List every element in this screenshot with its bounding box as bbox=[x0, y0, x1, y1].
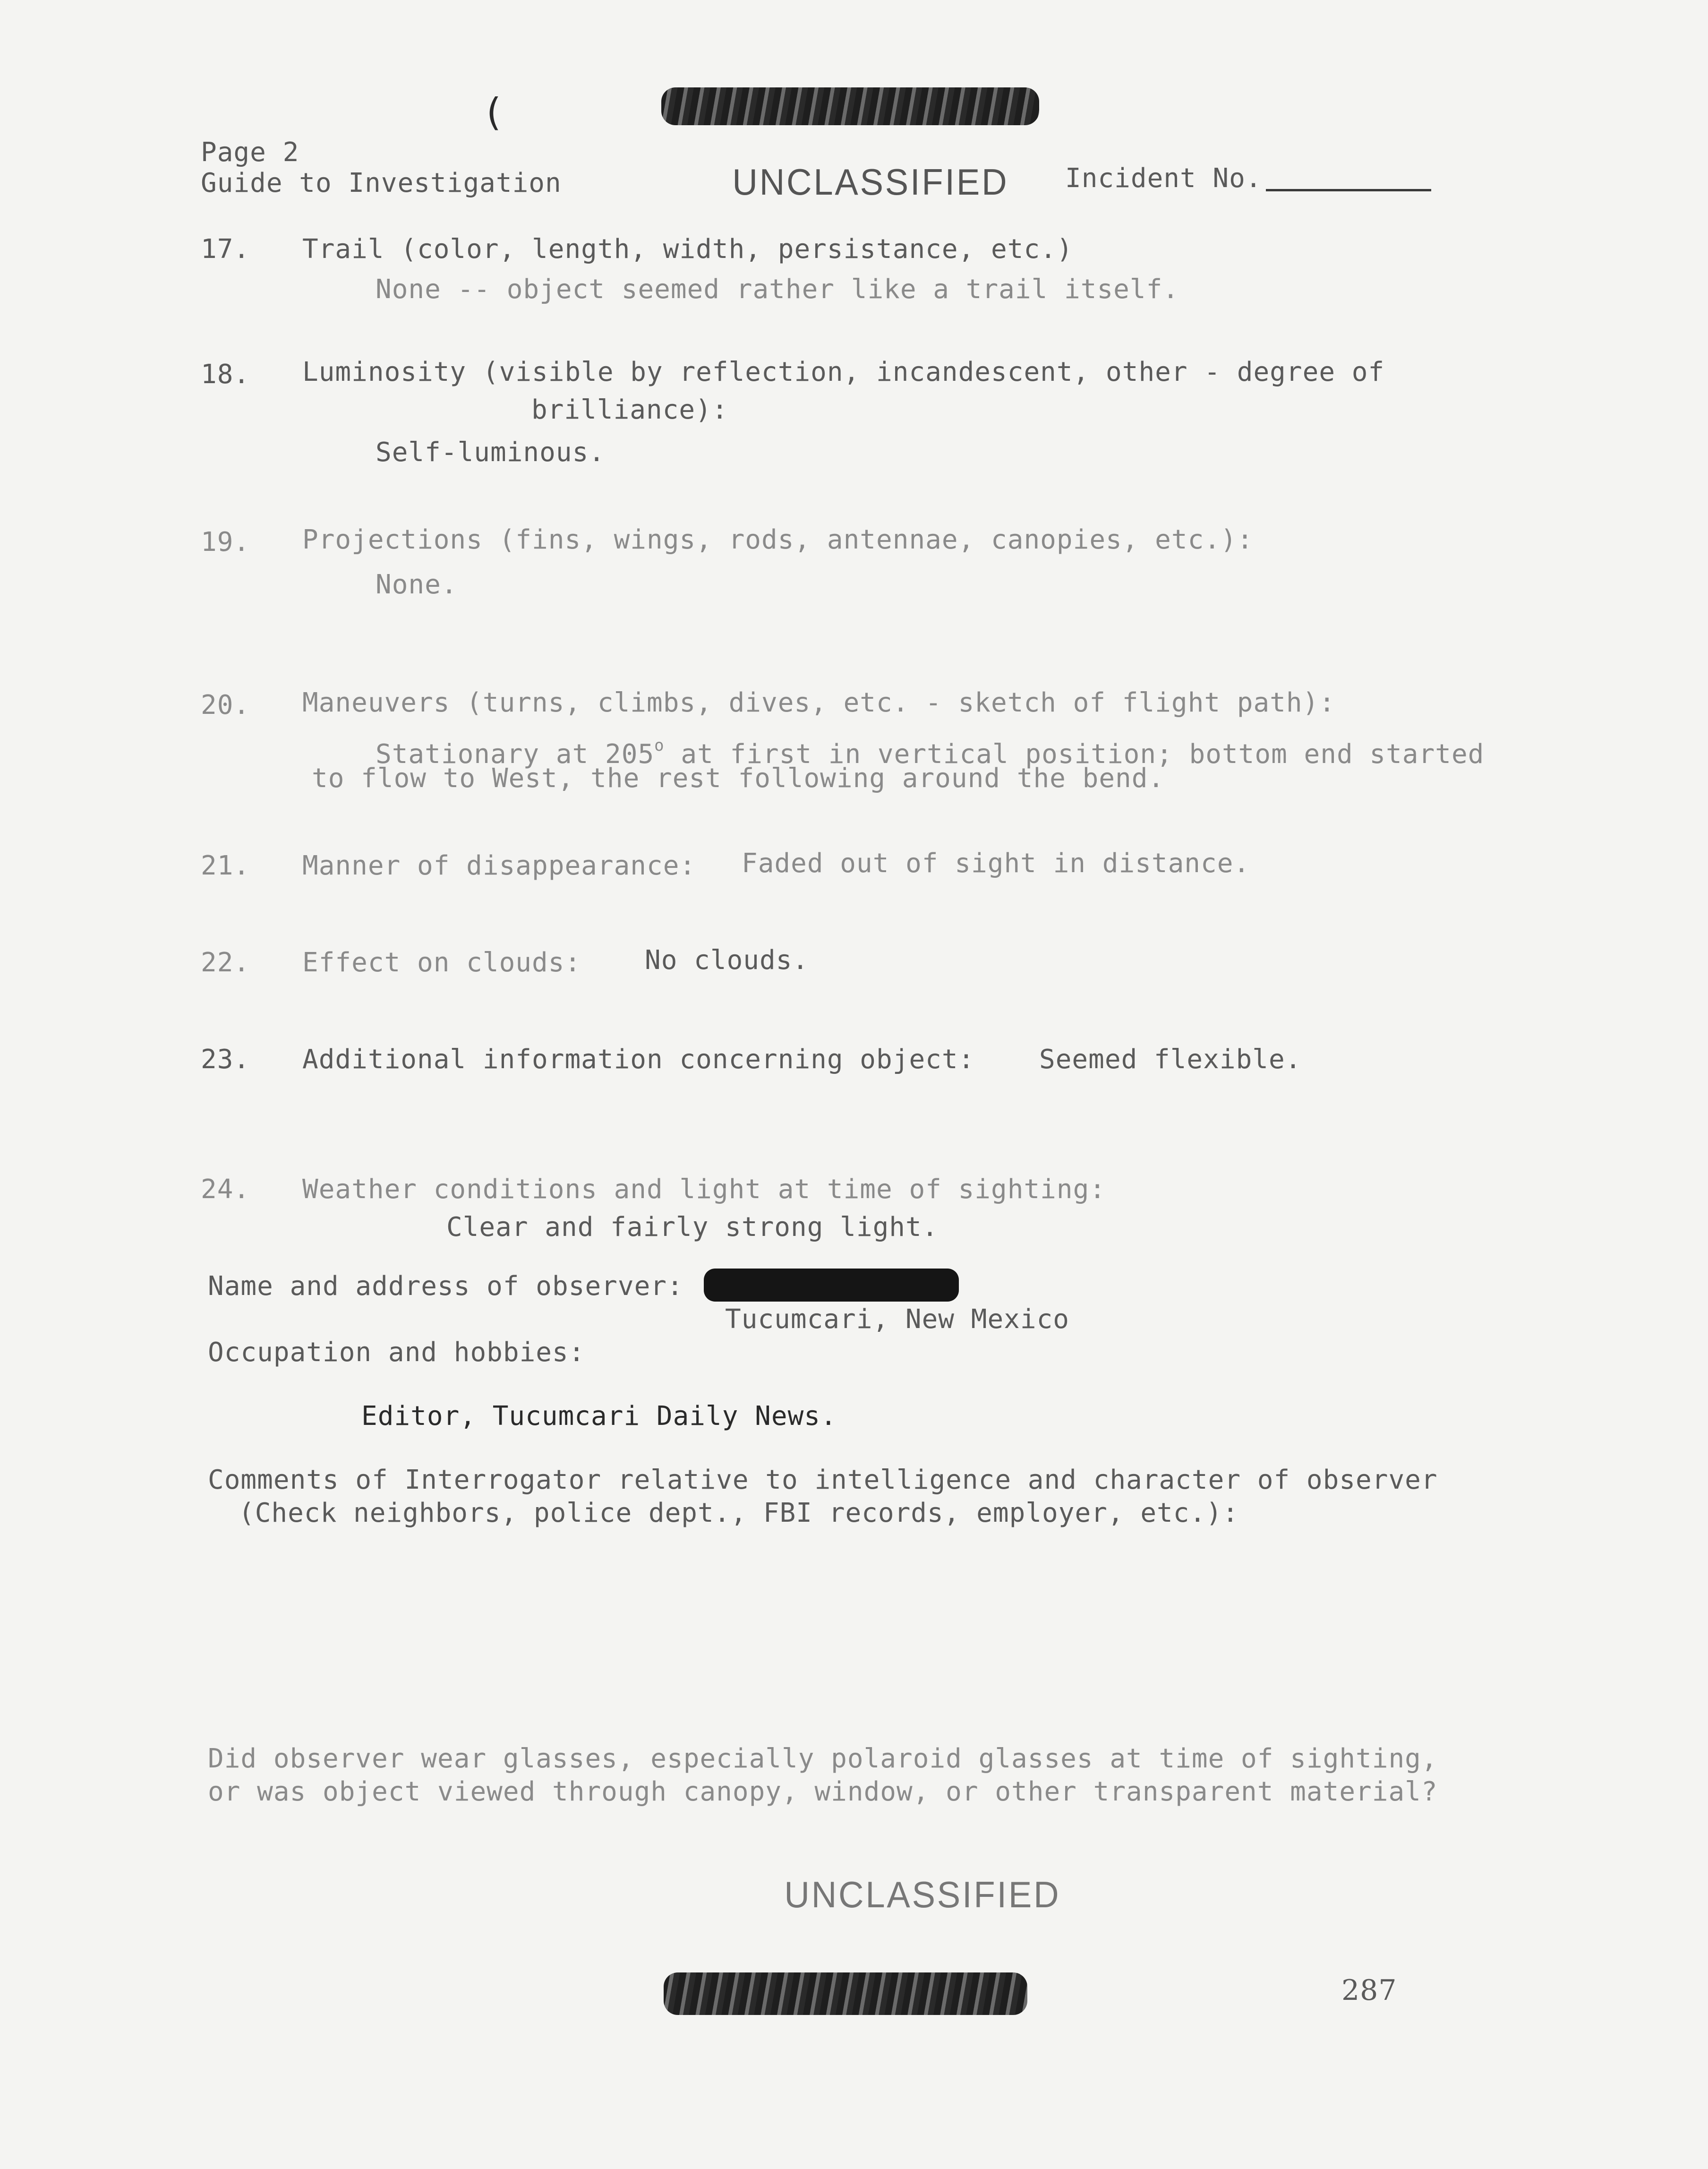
item-19-number: 19. bbox=[201, 527, 250, 557]
item-18-label: Luminosity (visible by reflection, incandescent, other - degree of bbox=[302, 357, 1385, 387]
item-20-answer-line2: to flow to West, the rest following around the bend. bbox=[312, 763, 1165, 794]
item-22-label: Effect on clouds: bbox=[302, 947, 581, 978]
classification-stamp-bottom bbox=[664, 1972, 1027, 2015]
glasses-line1: Did observer wear glasses, especially polaroid glasses at time of sighting, bbox=[208, 1743, 1438, 1774]
item-23-label: Additional information concerning object: bbox=[302, 1044, 975, 1075]
item-21-number: 21. bbox=[201, 850, 250, 881]
comments-line2: (Check neighbors, police dept., FBI records, employer, etc.): bbox=[239, 1498, 1239, 1528]
item-17-answer: None -- object seemed rather like a trail itself. bbox=[376, 274, 1179, 305]
item-24-number: 24. bbox=[201, 1174, 250, 1205]
glasses-line2: or was object viewed through canopy, window, or other transparent material? bbox=[208, 1776, 1438, 1807]
item-24-answer: Clear and fairly strong light. bbox=[446, 1212, 939, 1243]
item-23-answer: Seemed flexible. bbox=[1039, 1044, 1302, 1075]
item-20-answer-line1: Stationary at 205$^o$ at first in vertical position; bottom end started bbox=[376, 736, 1485, 770]
item-17-number: 17. bbox=[201, 234, 250, 265]
item-22-number: 22. bbox=[201, 947, 250, 978]
incident-blank-line bbox=[1266, 189, 1431, 191]
observer-city: Tucumcari, New Mexico bbox=[725, 1304, 1070, 1335]
unclassified-stamp-bottom: UNCLASSIFIED bbox=[784, 1874, 1061, 1915]
occupation-value: Editor, Tucumcari Daily News. bbox=[361, 1401, 837, 1432]
item-20-label: Maneuvers (turns, climbs, dives, etc. - sketch of flight path): bbox=[302, 687, 1336, 718]
incident-label: Incident No. bbox=[1065, 163, 1262, 194]
item-24-label: Weather conditions and light at time of sighting: bbox=[302, 1174, 1106, 1205]
item-20-number: 20. bbox=[201, 690, 250, 720]
item-22-answer: No clouds. bbox=[645, 945, 809, 976]
occupation-label: Occupation and hobbies: bbox=[208, 1337, 585, 1368]
item-21-answer: Faded out of sight in distance. bbox=[742, 848, 1250, 879]
classification-stamp-top bbox=[661, 87, 1039, 125]
paren-mark: ( bbox=[482, 90, 505, 134]
observer-name-label: Name and address of observer: bbox=[208, 1271, 683, 1302]
item-18-label-cont: brilliance): bbox=[531, 394, 728, 425]
comments-line1: Comments of Interrogator relative to intelligence and character of observer bbox=[208, 1465, 1438, 1495]
unclassified-stamp-top: UNCLASSIFIED bbox=[732, 161, 1009, 203]
item-17-label: Trail (color, length, width, persistance, etc.) bbox=[302, 234, 1073, 265]
item-18-answer: Self-luminous. bbox=[376, 437, 606, 468]
item-23-number: 23. bbox=[201, 1044, 250, 1075]
item-19-answer: None. bbox=[376, 569, 458, 600]
page-number: 287 bbox=[1341, 1974, 1397, 2007]
observer-name-redaction bbox=[704, 1269, 959, 1302]
page-label: Page 2 bbox=[201, 137, 299, 168]
item-18-number: 18. bbox=[201, 359, 250, 390]
item-19-label: Projections (fins, wings, rods, antennae, canopies, etc.): bbox=[302, 524, 1254, 555]
item-21-label: Manner of disappearance: bbox=[302, 850, 696, 881]
guide-title: Guide to Investigation bbox=[201, 168, 562, 198]
